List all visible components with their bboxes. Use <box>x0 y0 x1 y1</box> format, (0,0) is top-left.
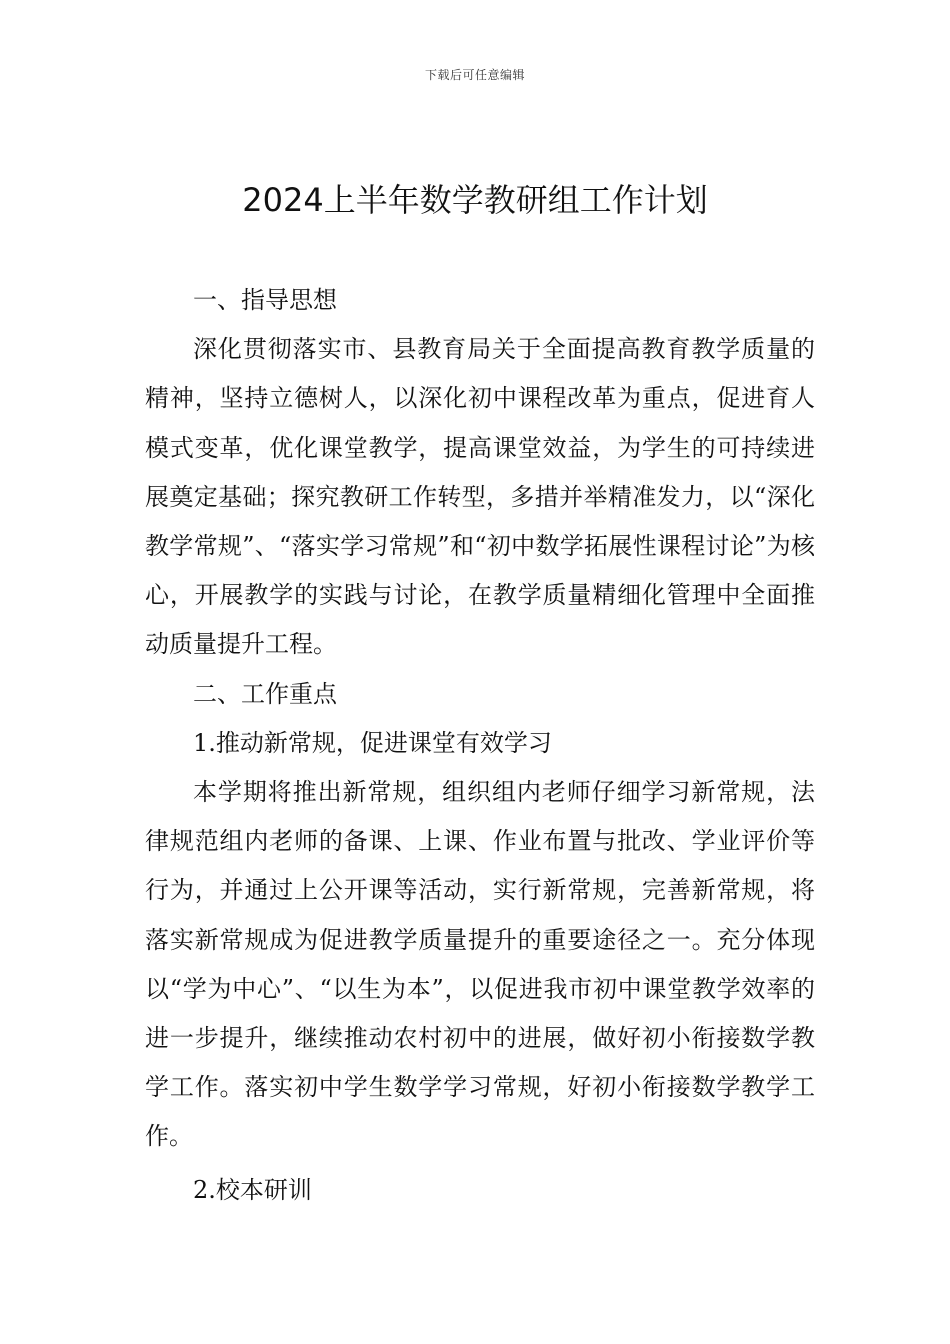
section-heading-work-focus: 二、工作重点 <box>193 679 337 708</box>
section-heading-guiding-ideology: 一、指导思想 <box>193 286 337 314</box>
paragraph-guiding-ideology: 深化贯彻落实市、县教育局关于全面提高教育教学质量的精神，坚持立德树人，以深化初中课程改革为重点，促进育人模式变革，优化课堂教学，提高课堂效益，为学生的可持续进展奠定基础；探究教研工作转型，多措并举精准发力，以“深化教学常规”、“落实学习常规”和“初中数学拓展性课程讨论”为核心，开展教学的实践与讨论，在教学质量精细化管理中全面推动质量提升工程。 <box>145 335 815 659</box>
document-title: 2024上半年数学教研组工作计划 <box>242 181 708 219</box>
paragraph-new-routine: 本学期将推出新常规，组织组内老师仔细学习新常规，法律规范组内老师的备课、上课、作业布置与批改、学业评价等行为，并通过上公开课等活动，实行新常规，完善新常规，将落实新常规成为促进教学质量提升的重要途径之一。充分体现以“学为中心”、“以生为本”，以促进我市初中课堂教学效率的进一步提升，继续推动农村初中的进展，做好初小衔接数学教学工作。落实初中学生数学学习常规，好初小衔接数学教学工作。 <box>145 778 815 1151</box>
header-note: 下载后可任意编辑 <box>424 68 525 82</box>
subsection-heading-new-routine: 1.推动新常规，促进课堂有效学习 <box>193 728 552 757</box>
subsection-heading-school-training: 2.校本研训 <box>193 1175 312 1204</box>
document-body <box>145 276 815 1215</box>
